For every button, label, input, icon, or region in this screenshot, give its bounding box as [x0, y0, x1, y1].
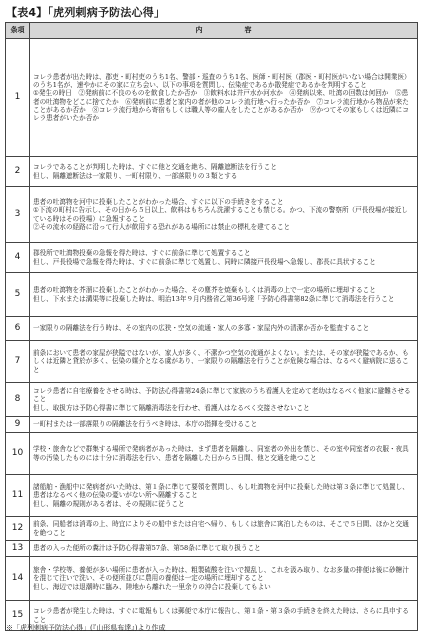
clause-number: 11 — [6, 475, 30, 517]
clause-number: 9 — [6, 417, 30, 433]
clause-text: 旅舎・学校等、養便が多い場所に患者が入った時は、粗製硫酸を注いで撹乱し、これを汲み取り、なお多量の排便は後に砂糖汁を混じて注いで洗い、その便所並びに農用の養便は一定の場所に埋却すること 但し、海辺では退潮時に臨み、陸地から離れた一里余りの沖合に投棄してもよい — [30, 557, 418, 601]
clause-number: 5 — [6, 273, 30, 317]
table-row — [6, 187, 418, 243]
clause-number: 15 — [6, 601, 30, 631]
clause-number: 6 — [6, 317, 30, 341]
clause-number: 12 — [6, 517, 30, 541]
table-row — [6, 557, 418, 601]
clause-text: コレラであることが判明した時は、すぐに他と交通を絶ち、隔離遮断法を行うこと 但し、隔離遮断法は一家限り、一町村限り、一部落限りの３類とする — [30, 157, 418, 187]
clause-text: 患者の吐瀉物を河中に投棄したことがわかった場合、すぐに以下の手続きをすること ①下流の町村に告示し、その日から５日以上、飲料はもちろん洗濯することも禁じる。かつ、下流の警察所（戸長役場が接近している時はその役場）に急報すること ②その流水の経路に沿って行人が飲用する恐れがある場所には禁止の標札を建てること — [30, 187, 418, 243]
page-title: 【表4】「虎列剌病予防法心得」 — [6, 6, 166, 19]
clause-text: 患者の吐瀉物を芥溜に投棄したことがわかった場合、その塵芥を焼棄もしくは消毒の上で一定の場所に埋却すること 但し、下水または溝渠等に投棄した時は、明治13年９月内務省乙第36号達「予防心得書第82条に準じて消毒法を行うこと — [30, 273, 418, 317]
header-clause: 条項 — [6, 23, 30, 39]
clause-number: 2 — [6, 157, 30, 187]
clause-text: 郡役所で吐瀉物投棄の急報を得た時は、すぐに前条に準じて処置すること 但し、戸長役場で急報を得た時は、すぐに前条に準じて処置し、同時に隣接戸長役場へ急報し、郡長に具状すること — [30, 243, 418, 273]
clause-number: 8 — [6, 383, 30, 417]
table-row — [6, 39, 418, 157]
source-footnote: ※「虎列剌病予防法心得」(『山形県布達』)より作成 — [6, 624, 166, 632]
clause-text: 患者の入った便所の糞汁は予防心得書第57条、第58条に準じて取り扱うこと — [30, 541, 418, 557]
clause-number: 1 — [6, 39, 30, 157]
clause-number: 14 — [6, 557, 30, 601]
table-row — [6, 541, 418, 557]
table-row — [6, 243, 418, 273]
clause-text: 一家限りの隔離法を行う時は、その室内の広狭・空気の流通・家人の多寡・家屋内外の清潔か否かを監査すること — [30, 317, 418, 341]
clause-number: 3 — [6, 187, 30, 243]
clause-number: 10 — [6, 433, 30, 475]
table-row — [6, 433, 418, 475]
clause-text: 前条、同船者は消毒の上、時宜によりその船中または自宅へ帰り、もしくは旅舎に寓泊したものは、そこで５日間、ほかと交通を絶つこと — [30, 517, 418, 541]
clause-text: 学校・旅舎などで群集する場所で発病者があった時は、まず患者を隔離し、同室者の外出を禁じ、その室や同室者の衣服・夜具等の汚染したものには十分に消毒法を行い、患者を隔離した日から５日間、他と交通を絶つこと — [30, 433, 418, 475]
clause-text: 前条において患者の家屋が狭隘ではないが、家人が多く、不潔かつ空気の流通がよくない。または、その家が狭隘であるか、もしくは近隣と貸於が多く、伝染の媒介となる虞があり、一家限りの隔離法を行うことが危険な場合は、なるべく避病院に送ること — [30, 341, 418, 383]
clause-number: 7 — [6, 341, 30, 383]
clause-text: 一町村または一部落限りの隔離法を行うべき時は、本庁の指揮を受けること — [30, 417, 418, 433]
clause-text: コレラ患者に自宅療養をさせる時は、予防法心得書第24条に準じて家族のうち看護人を定めて老幼はなるべく他家に避難させること 但し、取扱方は予防心得書に準じて隔離消毒法を行わせ、看護人はなるべく交接させないこと — [30, 383, 418, 417]
table-row — [6, 317, 418, 341]
table-row — [6, 383, 418, 417]
clause-text: コレラ患者が発生した時は、すぐに電報もしくは郵便で本庁に報告し、第１条・第３条の手続きを終えた時は、さらに具申すること — [30, 601, 418, 631]
clause-text: 諸船舶・漁船中に発病者がいた時は、第１条に準じて要領を質問し、もし吐瀉物を河中に投棄した時は第３条に準じて処置し、患者はなるべく他の伝染の憂いがない所へ隔離すること 但し、隔離の規則がある者は、その規則に従うこと — [30, 475, 418, 517]
table-row — [6, 341, 418, 383]
clause-number: 4 — [6, 243, 30, 273]
table-row — [6, 475, 418, 517]
regulation-table — [5, 22, 418, 631]
table-row — [6, 417, 418, 433]
table-row — [6, 517, 418, 541]
header-content: 内 容 — [30, 23, 418, 39]
clause-text: コレラ患者が出た時は、郡吏・町村吏のうち1名、警部・巡査のうち1名、医師・町村医（郡医・町村医がいない場合は開業医）のうち1名が、速やかにその家に立ち会い、以下の事項を質問し、伝染症であるか散発症であるかを判明すること ①発生の時日 ②発病前に不良のものを飲食したか否か ③飲料水は井戸水か河水か ④発病以来、吐瀉の回数は何回か ⑤患者の吐瀉物をどこに捨てたか ⑥発病前に患者と家内の者が他のコレラ流行地へ行ったか否か ⑦コレラ流行地から物品が来たことがあるか否か ⑧コレラ流行地から寄宿もしくは職人等の雇人をしたことがあるか否か ⑨かつてその家もしくは近隣にコレラ患者がいたか否か — [30, 39, 418, 157]
clause-number: 13 — [6, 541, 30, 557]
table-header-row — [6, 23, 418, 39]
table-row — [6, 273, 418, 317]
table-row — [6, 157, 418, 187]
